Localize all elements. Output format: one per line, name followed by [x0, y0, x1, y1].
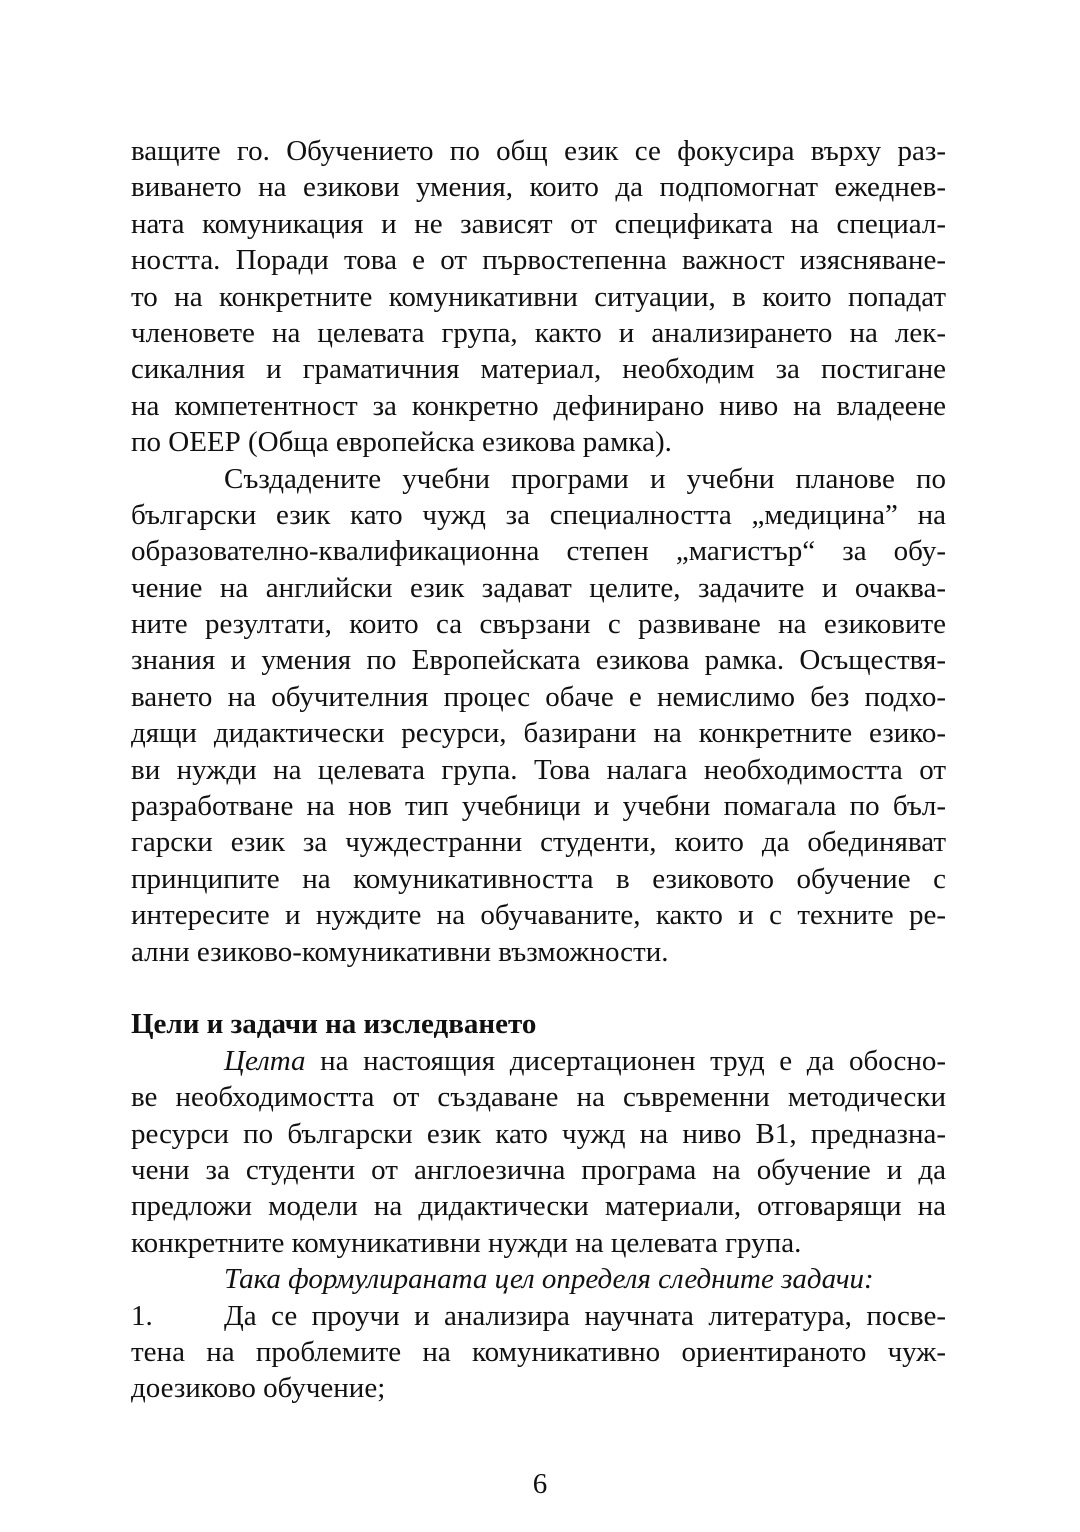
text-line: ални езиково-комуникативни възможности. [131, 935, 669, 968]
task-first-line-text: Да се проучи и анализира научната литература, посве- [224, 1299, 946, 1332]
text-line: ването на обучителния процес обаче е немислимо без подхо- [131, 680, 946, 713]
text-line: чение на английски език задават целите, задачите и очаква- [131, 571, 946, 604]
section-heading: Цели и задачи на изследването [131, 1008, 537, 1041]
page-number: 6 [532, 1468, 548, 1500]
text-line: разработване на нов тип учебници и учебни помагала по бъл- [131, 790, 946, 823]
task-number: 1. [131, 1299, 153, 1332]
text-line: Създадените учебни програми и учебни планове по [224, 462, 946, 495]
text-line: дящи дидактически ресурси, базирани на конкретните езико- [131, 717, 946, 750]
text-line: ната комуникация и не зависят от спецификата на специал- [131, 207, 946, 240]
text-line: конкретните комуникативни нужди на целевата група. [131, 1226, 802, 1259]
text-line: виването на езикови умения, които да подпомогнат ежеднев- [131, 171, 946, 204]
page-body [131, 133, 946, 1407]
goal-term: Целта [224, 1044, 306, 1077]
text-line: ните резултати, които са свързани с развиване на езиковите [131, 608, 946, 641]
section-goals [131, 1006, 946, 1406]
section-spacer [131, 970, 946, 1006]
tasks-intro: Така формулираната цел определя следните задачи: [224, 1263, 874, 1296]
task-item [131, 1298, 946, 1407]
text-line: знания и умения по Европейската езикова рамка. Осъществя- [131, 644, 946, 677]
text-line: по ОЕЕР (Обща европейска езикова рамка). [131, 426, 672, 459]
task-first-line [131, 1298, 946, 1334]
text-line: доезиково обучение; [131, 1372, 386, 1405]
text-line: то на конкретните комуникативни ситуации, в които попадат [131, 280, 946, 313]
text-line: на компетентност за конкретно дефинирано ниво на владеене [131, 389, 946, 422]
goal-first-line [131, 1043, 946, 1079]
text-line: образователно-квалификационна степен „магистър“ за обу- [131, 535, 946, 568]
text-line: български език като чужд за специалността „медицина” на [131, 498, 946, 531]
paragraph-2 [131, 461, 946, 970]
text-line: членовете на целевата група, както и анализирането на лек- [131, 316, 946, 349]
text-line: интересите и нуждите на обучаваните, както и с техните ре- [131, 899, 946, 932]
text-line: ви нужди на целевата група. Това налага необходимостта от [131, 753, 946, 786]
paragraph-1 [131, 133, 946, 461]
text-line: ността. Поради това е от първостепенна важност изясняване- [131, 244, 946, 277]
text-line: гарски език за чуждестранни студенти, които да обединяват [131, 826, 946, 859]
text-line: принципите на комуникативността в езиковото обучение с [131, 862, 946, 895]
text-line: сикалния и граматичния материал, необходим за постигане [131, 353, 946, 386]
text-line: чени за студенти от англоезична програма на обучение и да [131, 1153, 946, 1186]
text-line: тена на проблемите на комуникативно ориентираното чуж- [131, 1335, 946, 1368]
text-line: ващите го. Обучението по общ език се фокусира върху раз- [131, 135, 946, 167]
text-line: ресурси по български език като чужд на ниво В1, предназна- [131, 1117, 946, 1150]
text-line: предложи модели на дидактически материали, отговарящи на [131, 1190, 946, 1223]
goal-first-line-rest: на настоящия дисертационен труд е да обосно- [305, 1044, 946, 1077]
text-line: ве необходимостта от създаване на съвременни методически [131, 1081, 946, 1114]
